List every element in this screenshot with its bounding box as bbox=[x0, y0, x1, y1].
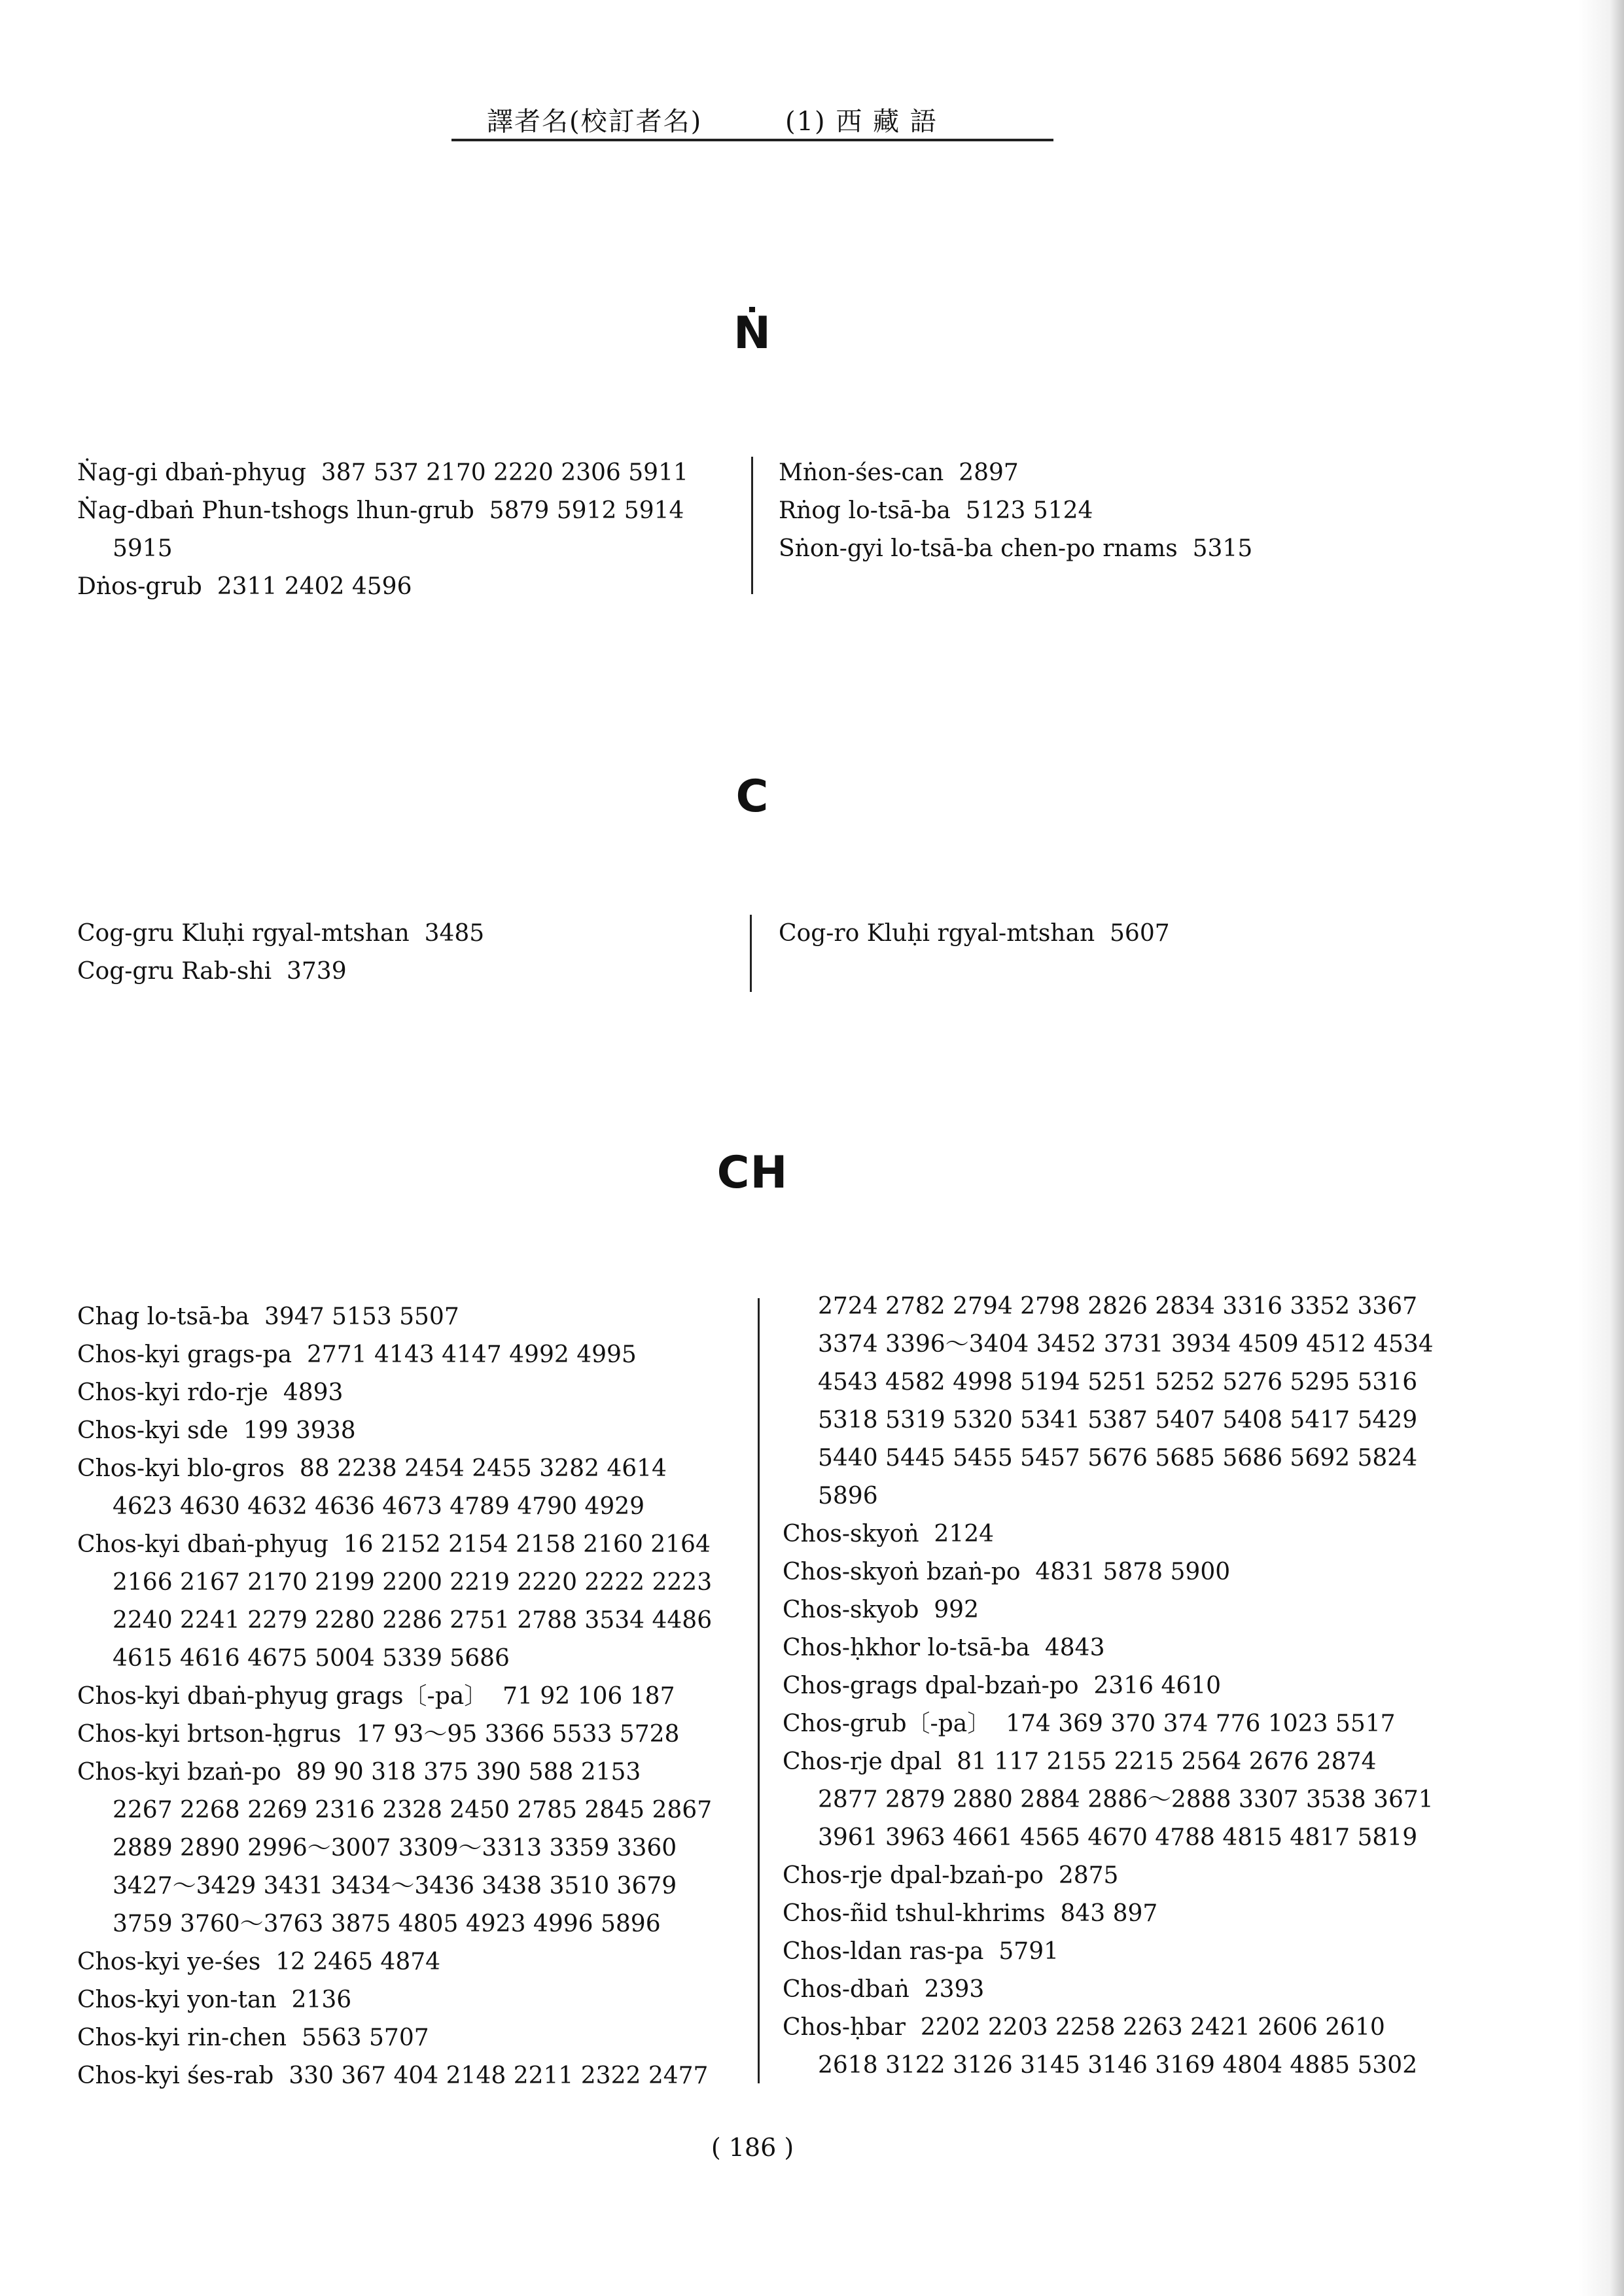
entry-refs: 5607 bbox=[1110, 920, 1170, 947]
index-entry bbox=[77, 568, 688, 606]
entry-spacer bbox=[228, 1417, 243, 1444]
index-entry bbox=[77, 1336, 712, 1374]
entry-refs: 2897 bbox=[959, 459, 1019, 486]
entry-name: Chos-dbaṅ bbox=[783, 1976, 909, 2003]
entry-refs: 2311 2402 4596 bbox=[217, 573, 412, 600]
entry-name: Chos-rje dpal-bzaṅ-po bbox=[783, 1862, 1044, 1889]
entry-name: Chos-kyi grags-pa bbox=[77, 1341, 292, 1368]
entry-refs: 5563 5707 bbox=[301, 2024, 429, 2051]
section-heading: C bbox=[735, 771, 769, 822]
entry-continuation: 2889 2890 2996〜3007 3309〜3313 3359 3360 bbox=[113, 1835, 677, 1862]
entry-name: Chos-skyob bbox=[783, 1597, 919, 1623]
entry-spacer bbox=[942, 1748, 957, 1775]
entry-refs: 2393 bbox=[924, 1976, 985, 2003]
entry-refs: 5123 5124 bbox=[965, 497, 1093, 524]
entry-spacer bbox=[951, 497, 966, 524]
entry-refs: 3947 5153 5507 bbox=[264, 1303, 459, 1330]
index-entry bbox=[783, 1895, 1434, 1933]
entry-name: Rṅog lo-tsā-ba bbox=[779, 497, 951, 524]
entry-refs: 3485 bbox=[424, 920, 485, 947]
entry-refs: 387 537 2170 2220 2306 5911 bbox=[321, 459, 688, 486]
column-divider bbox=[751, 457, 753, 594]
entry-spacer bbox=[1046, 1900, 1061, 1927]
index-entry bbox=[77, 1298, 712, 1336]
entry-spacer bbox=[281, 1759, 296, 1786]
index-entry bbox=[77, 953, 484, 991]
entry-refs: 3739 bbox=[286, 958, 347, 985]
entry-name: Chos-kyi dbaṅ-phyug grags〔-pa〕 bbox=[77, 1683, 488, 1710]
entry-spacer bbox=[1030, 1634, 1045, 1661]
entry-spacer bbox=[328, 1531, 344, 1558]
entry-name: Cog-gru Kluḥi rgyal-mtshan bbox=[77, 920, 410, 947]
entry-continuation: 4615 4616 4675 5004 5339 5686 bbox=[113, 1645, 510, 1672]
entry-name: Chos-ldan ras-pa bbox=[783, 1938, 984, 1965]
entry-spacer bbox=[249, 1303, 264, 1330]
index-entry bbox=[77, 1716, 712, 1754]
entry-name: Chos-ḥbar bbox=[783, 2014, 906, 2041]
entry-spacer bbox=[984, 1938, 999, 1965]
entry-continuation: 2877 2879 2880 2884 2886〜2888 3307 3538 3671 bbox=[818, 1786, 1434, 1813]
entry-spacer bbox=[306, 459, 321, 486]
index-entry bbox=[77, 1374, 712, 1412]
index-entry bbox=[77, 915, 484, 953]
index-entry bbox=[779, 915, 1170, 953]
column-divider bbox=[750, 915, 752, 992]
entry-refs: 71 92 106 187 bbox=[503, 1683, 675, 1710]
entry-name: Chos-kyi rin-chen bbox=[77, 2024, 287, 2051]
entry-spacer bbox=[292, 1341, 307, 1368]
entry-refs: 81 117 2155 2215 2564 2676 2874 bbox=[957, 1748, 1377, 1775]
index-column-right bbox=[779, 454, 1252, 568]
entry-refs: 843 897 bbox=[1060, 1900, 1158, 1927]
section-heading: Ṅ bbox=[733, 308, 771, 359]
entry-name: Chos-ḥkhor lo-tsā-ba bbox=[783, 1634, 1030, 1661]
entry-continuation: 5318 5319 5320 5341 5387 5407 5408 5417 5429 bbox=[818, 1407, 1418, 1434]
entry-continuation: 2618 3122 3126 3145 3146 3169 4804 4885 5302 bbox=[818, 2052, 1418, 2079]
index-column-right bbox=[783, 1288, 1434, 2085]
entry-spacer bbox=[1095, 920, 1110, 947]
entry-spacer bbox=[277, 1987, 292, 2013]
entry-refs: 17 93〜95 3366 5533 5728 bbox=[356, 1721, 680, 1748]
index-column-left bbox=[77, 1298, 712, 2095]
index-column-left bbox=[77, 454, 688, 606]
entry-spacer bbox=[944, 459, 959, 486]
entry-refs: 199 3938 bbox=[243, 1417, 356, 1444]
entry-refs: 88 2238 2454 2455 3282 4614 bbox=[299, 1455, 667, 1482]
entry-continuation: 3374 3396〜3404 3452 3731 3934 4509 4512 4534 bbox=[818, 1331, 1434, 1358]
entry-spacer bbox=[202, 573, 217, 600]
entry-name: Chos-skyoṅ bbox=[783, 1521, 919, 1547]
entry-name: Chos-kyi yon-tan bbox=[77, 1987, 277, 2013]
entry-continuation: 4543 4582 4998 5194 5251 5252 5276 5295 5316 bbox=[818, 1369, 1418, 1396]
index-entry bbox=[783, 1933, 1434, 1971]
entry-refs: 5791 bbox=[998, 1938, 1059, 1965]
entry-refs: 2136 bbox=[291, 1987, 352, 2013]
entry-name: Chos-kyi śes-rab bbox=[77, 2062, 274, 2089]
entry-spacer bbox=[991, 1710, 1006, 1737]
index-entry bbox=[77, 2057, 712, 2095]
entry-continuation: 3427〜3429 3431 3434〜3436 3438 3510 3679 bbox=[113, 1873, 677, 1899]
entry-spacer bbox=[287, 2024, 302, 2051]
entry-name: Chos-kyi dbaṅ-phyug bbox=[77, 1531, 328, 1558]
index-entry bbox=[77, 1678, 712, 1716]
index-entry bbox=[783, 1515, 1434, 1553]
entry-name: Chos-kyi blo-gros bbox=[77, 1455, 285, 1482]
index-entry bbox=[783, 1705, 1434, 1743]
entry-refs: 174 369 370 374 776 1023 5517 bbox=[1006, 1710, 1396, 1737]
page-number: ( 186 ) bbox=[711, 2133, 794, 2162]
entry-refs: 12 2465 4874 bbox=[275, 1949, 441, 1975]
entry-refs: 4831 5878 5900 bbox=[1035, 1559, 1231, 1585]
entry-continuation: 3961 3963 4661 4565 4670 4788 4815 4817 5819 bbox=[818, 1824, 1418, 1851]
entry-spacer bbox=[1178, 535, 1193, 562]
entry-refs: 992 bbox=[934, 1597, 979, 1623]
entry-name: Chos-kyi bzaṅ-po bbox=[77, 1759, 281, 1786]
entry-name: Ṅag-gi dbaṅ-phyug bbox=[77, 459, 306, 486]
entry-refs: 2771 4143 4147 4992 4995 bbox=[306, 1341, 637, 1368]
entry-spacer bbox=[906, 2014, 921, 2041]
entry-continuation: 5915 bbox=[113, 535, 173, 562]
index-entry bbox=[783, 1743, 1434, 1781]
entry-name: Ṅag-dbaṅ Phun-tshogs lhun-grub bbox=[77, 497, 474, 524]
header-title: 譯者名(校訂者名) bbox=[487, 107, 703, 137]
entry-spacer bbox=[487, 1683, 503, 1710]
entry-name: Chos-kyi rdo-rje bbox=[77, 1379, 268, 1406]
entry-refs: 16 2152 2154 2158 2160 2164 bbox=[343, 1531, 711, 1558]
entry-name: Dṅos-grub bbox=[77, 573, 202, 600]
entry-continuation: 5896 bbox=[818, 1483, 878, 1510]
entry-name: Cog-gru Rab-shi bbox=[77, 958, 272, 985]
index-entry bbox=[783, 1553, 1434, 1591]
entry-name: Sṅon-gyi lo-tsā-ba chen-po rnams bbox=[779, 535, 1178, 562]
entry-spacer bbox=[268, 1379, 283, 1406]
entry-spacer bbox=[410, 920, 425, 947]
index-entry bbox=[779, 530, 1252, 568]
entry-refs: 2316 4610 bbox=[1093, 1672, 1222, 1699]
entry-refs: 2124 bbox=[934, 1521, 995, 1547]
index-column-right bbox=[779, 915, 1170, 953]
index-entry bbox=[783, 2009, 1434, 2047]
index-entry bbox=[783, 1629, 1434, 1667]
entry-name: Chos-grub〔-pa〕 bbox=[783, 1710, 991, 1737]
entry-spacer bbox=[260, 1949, 275, 1975]
index-entry bbox=[779, 454, 1252, 492]
index-entry bbox=[77, 1981, 712, 2019]
entry-name: Mṅon-śes-can bbox=[779, 459, 944, 486]
column-divider bbox=[758, 1298, 760, 2083]
scan-shadow bbox=[1578, 0, 1624, 2296]
running-header bbox=[451, 98, 1053, 141]
entry-spacer bbox=[274, 2062, 289, 2089]
entry-spacer bbox=[1044, 1862, 1059, 1889]
entry-refs: 330 367 404 2148 2211 2322 2477 bbox=[289, 2062, 709, 2089]
index-entry bbox=[783, 1857, 1434, 1895]
entry-spacer bbox=[272, 958, 287, 985]
index-column-left bbox=[77, 915, 484, 991]
index-entry bbox=[779, 492, 1252, 530]
index-entry bbox=[77, 1754, 712, 1792]
header-section: (1) 西 藏 語 bbox=[785, 107, 938, 137]
index-entry bbox=[783, 1667, 1434, 1705]
entry-refs: 89 90 318 375 390 588 2153 bbox=[296, 1759, 641, 1786]
index-entry bbox=[77, 2019, 712, 2057]
entry-continuation: 2240 2241 2279 2280 2286 2751 2788 3534 4486 bbox=[113, 1607, 713, 1634]
entry-continuation: 5440 5445 5455 5457 5676 5685 5686 5692 5824 bbox=[818, 1445, 1418, 1472]
entry-refs: 5879 5912 5914 bbox=[489, 497, 684, 524]
index-entry bbox=[783, 1591, 1434, 1629]
entry-name: Cog-ro Kluḥi rgyal-mtshan bbox=[779, 920, 1095, 947]
entry-spacer bbox=[1079, 1672, 1094, 1699]
index-entry bbox=[77, 492, 688, 530]
entry-spacer bbox=[474, 497, 489, 524]
entry-spacer bbox=[909, 1976, 925, 2003]
index-entry bbox=[77, 1450, 712, 1488]
entry-name: Chos-kyi ye-śes bbox=[77, 1949, 261, 1975]
entry-continuation: 2724 2782 2794 2798 2826 2834 3316 3352 3367 bbox=[818, 1293, 1418, 1320]
entry-name: Chos-ñid tshul-khrims bbox=[783, 1900, 1046, 1927]
index-entry bbox=[77, 1943, 712, 1981]
entry-refs: 4893 bbox=[283, 1379, 344, 1406]
entry-spacer bbox=[919, 1597, 934, 1623]
entry-spacer bbox=[341, 1721, 356, 1748]
entry-refs: 4843 bbox=[1044, 1634, 1105, 1661]
entry-name: Chos-kyi brtson-ḥgrus bbox=[77, 1721, 342, 1748]
entry-spacer bbox=[919, 1521, 934, 1547]
entry-continuation: 2267 2268 2269 2316 2328 2450 2785 2845 2867 bbox=[113, 1797, 713, 1824]
entry-refs: 2875 bbox=[1058, 1862, 1119, 1889]
entry-name: Chos-skyoṅ bzaṅ-po bbox=[783, 1559, 1021, 1585]
entry-refs: 5315 bbox=[1192, 535, 1253, 562]
entry-spacer bbox=[1021, 1559, 1036, 1585]
entry-continuation: 2166 2167 2170 2199 2200 2219 2220 2222 2223 bbox=[113, 1569, 713, 1596]
index-entry bbox=[783, 1971, 1434, 2009]
entry-refs: 2202 2203 2258 2263 2421 2606 2610 bbox=[920, 2014, 1385, 2041]
index-entry bbox=[77, 454, 688, 492]
entry-spacer bbox=[285, 1455, 300, 1482]
entry-name: Chag lo-tsā-ba bbox=[77, 1303, 250, 1330]
entry-continuation: 4623 4630 4632 4636 4673 4789 4790 4929 bbox=[113, 1493, 645, 1520]
entry-name: Chos-grags dpal-bzaṅ-po bbox=[783, 1672, 1079, 1699]
index-entry bbox=[77, 1526, 712, 1564]
index-entry bbox=[77, 1412, 712, 1450]
section-heading: CH bbox=[716, 1147, 788, 1199]
entry-continuation: 3759 3760〜3763 3875 4805 4923 4996 5896 bbox=[113, 1911, 661, 1937]
entry-name: Chos-rje dpal bbox=[783, 1748, 942, 1775]
entry-name: Chos-kyi sde bbox=[77, 1417, 228, 1444]
